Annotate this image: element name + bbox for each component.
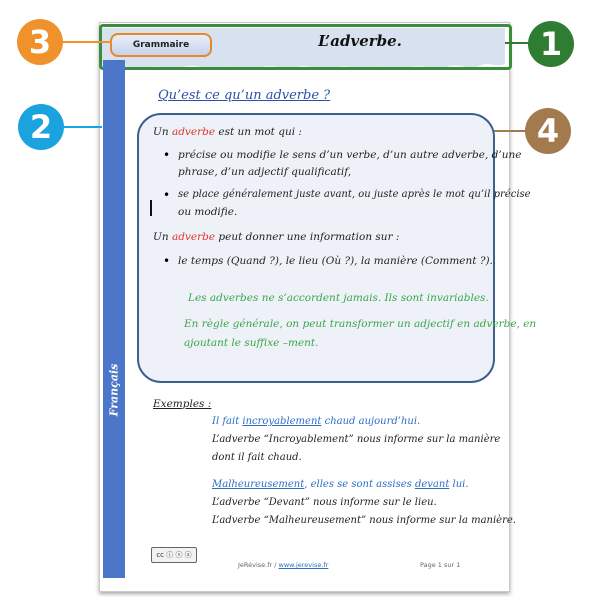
examples-heading: Exemples : [153,398,212,410]
example2-sentence [212,479,469,490]
example2-adverb: Malheureusement [212,479,305,490]
text-cursor [150,200,152,216]
footer-site-text: JeRévise.fr / [238,561,277,569]
note-suffix-line1: En règle générale, on peut transformer un adjectif en adverbe, en [184,318,537,330]
example2-explanation-line2: L’adverbe “Malheureusement” nous informe sur la manière. [212,515,516,526]
intro-prefix: Un [153,126,172,138]
subject-sidebar-label-wrap [103,60,125,578]
callout-connector-3 [62,41,112,43]
bullet-dot-1: • [163,148,171,162]
info-suffix: peut donner une information sur : [215,231,400,243]
note-invariable: Les adverbes ne s’accordent jamais. Ils sont invariables. [188,292,489,304]
example1-post: chaud aujourd’hui. [321,416,421,427]
info-prefix: Un [153,231,172,243]
intro-suffix: est un mot qui : [215,126,302,138]
callout-badge-1: 1 [528,21,574,67]
callout-badge-4: 4 [525,108,571,154]
callout-badge-2: 2 [18,104,64,150]
bullet-dot-3: • [163,254,171,268]
bullet2-line1: se place généralement juste avant, ou juste après le mot qu’il précise [178,189,531,200]
bullet1-line2: phrase, d’un adjectif qualificatif, [178,166,352,178]
example1-sentence [212,416,420,427]
definition-info-line [153,231,399,243]
definition-intro [153,126,302,138]
bullet2-line2: ou modifie. [178,206,238,218]
footer-site [238,561,328,569]
example1-pre: Il fait [212,416,243,427]
intro-keyword: adverbe [171,126,216,138]
bullet-dot-2: • [163,188,171,202]
example1-adverb: incroyablement [242,416,322,427]
example2-explanation-line1: L’adverbe “Devant” nous informe sur le lieu. [212,497,437,508]
example2-post: lui. [449,479,469,490]
example1-explanation-line1: L’adverbe “Incroyablement” nous informe sur la manière [212,434,501,445]
example2-mid: , elles se sont assises [304,479,415,490]
creative-commons-logo: cc ⓘ ⓢ ⓐ [151,547,197,563]
footer-site-link[interactable]: www.jerevise.fr [278,561,329,569]
page-title: L’adverbe. [318,32,402,50]
section-question-heading: Qu’est ce qu’un adverbe ? [158,88,331,103]
grammaire-button[interactable]: Grammaire [110,33,212,57]
footer-page-number: Page 1 sur 1 [420,561,461,569]
subject-sidebar-label: Français [107,363,121,417]
callout-connector-1 [505,42,530,44]
callout-connector-4 [492,130,527,132]
example2-adverb2: devant [414,479,450,490]
callout-badge-3: 3 [17,19,63,65]
bullet3-line: le temps (Quand ?), le lieu (Où ?), la manière (Comment ?). [178,255,493,267]
info-keyword: adverbe [171,231,216,243]
note-suffix-line2: ajoutant le suffixe –ment. [184,337,319,349]
bullet1-line1: précise ou modifie le sens d’un verbe, d’un autre adverbe, d’une [178,149,522,161]
example1-explanation-line2: dont il fait chaud. [212,452,302,463]
callout-connector-2 [62,126,102,128]
